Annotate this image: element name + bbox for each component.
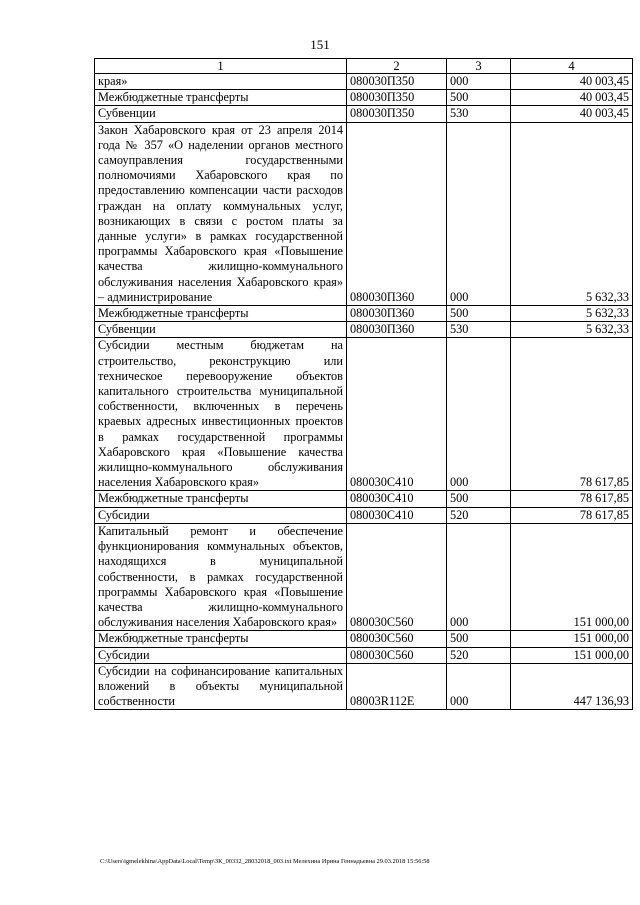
row-expense-type: 000 [447,523,511,630]
row-sum: 5 632,33 [511,322,633,338]
row-code: 080030П360 [347,322,447,338]
row-description: края» [95,74,347,90]
row-code: 08003R112E [347,663,447,710]
row-description: Субсидии на софинансирование капитальных вложений в объекты муниципальной собственности [95,663,347,710]
header-col-3: 3 [447,59,511,74]
row-code: 080030П350 [347,106,447,122]
row-code: 080030С410 [347,338,447,491]
row-code: 080030С560 [347,647,447,663]
table-row [95,631,633,647]
row-description: Межбюджетные трансферты [95,306,347,322]
row-sum: 151 000,00 [511,647,633,663]
row-expense-type: 530 [447,322,511,338]
row-description: Субсидии [95,647,347,663]
row-description: Субсидии местным бюджетам на строительство, реконструкцию или техническое перевооружение объектов капитального строительства муниципальной собственности, включенных в перечень краевых адресных инвестиционных проектов в рамках государственной программы Хабаровского края «Повышение качества жилищно-коммунального обслуживания населения Хабаровского края» [95,338,347,491]
table-row [95,523,633,630]
row-description: Субсидии [95,507,347,523]
table-row [95,74,633,90]
row-expense-type: 000 [447,74,511,90]
table-body [95,74,633,710]
row-code: 080030С410 [347,507,447,523]
row-sum: 78 617,85 [511,338,633,491]
table-row [95,90,633,106]
row-expense-type: 520 [447,647,511,663]
row-description: Субвенции [95,322,347,338]
budget-table [94,58,633,710]
row-description: Субвенции [95,106,347,122]
row-sum: 5 632,33 [511,306,633,322]
row-sum: 5 632,33 [511,122,633,305]
row-sum: 78 617,85 [511,507,633,523]
row-code: 080030П360 [347,122,447,305]
table-row [95,663,633,710]
table-header-row [95,59,633,74]
table-row [95,122,633,305]
header-col-4: 4 [511,59,633,74]
row-sum: 40 003,45 [511,106,633,122]
row-expense-type: 500 [447,491,511,507]
row-expense-type: 520 [447,507,511,523]
row-sum: 40 003,45 [511,90,633,106]
row-expense-type: 000 [447,338,511,491]
row-sum: 78 617,85 [511,491,633,507]
table-row [95,322,633,338]
row-sum: 40 003,45 [511,74,633,90]
row-expense-type: 500 [447,306,511,322]
footer-file-path: C:\Users\igmelekhina\AppData\Local\Temp\ЗК_00332_28032018_003.txt Мелехина Ирина Геннадьевна 29.03.2018 15:56:58 [100,858,430,865]
row-sum: 151 000,00 [511,523,633,630]
row-expense-type: 000 [447,663,511,710]
row-code: 080030С410 [347,491,447,507]
row-code: 080030С560 [347,631,447,647]
table-row [95,338,633,491]
row-code: 080030П350 [347,74,447,90]
page-number: 151 [310,37,330,52]
row-code: 080030П360 [347,306,447,322]
row-description: Межбюджетные трансферты [95,631,347,647]
row-description: Закон Хабаровского края от 23 апреля 2014 года № 357 «О наделении органов местного самоуправления государственными полномочиями Хабаровского края по предоставлению компенсации части расходов граждан на оплату коммунальных услуг, возникающих в связи с ростом платы за данные услуги» в рамках государственной программы Хабаровского края «Повышение качества жилищно-коммунального обслуживания населения Хабаровского края» – администрирование [95,122,347,305]
row-description: Капитальный ремонт и обеспечение функционирования коммунальных объектов, находящихся в муниципальной собственности, в рамках государственной программы Хабаровского края «Повышение качества жилищно-коммунального обслуживания населения Хабаровского края» [95,523,347,630]
table-row [95,647,633,663]
header-col-1: 1 [95,59,347,74]
row-expense-type: 500 [447,631,511,647]
table-row [95,491,633,507]
header-col-2: 2 [347,59,447,74]
row-expense-type: 000 [447,122,511,305]
table-row [95,106,633,122]
row-code: 080030С560 [347,523,447,630]
row-description: Межбюджетные трансферты [95,90,347,106]
row-expense-type: 500 [447,90,511,106]
table-row [95,306,633,322]
row-expense-type: 530 [447,106,511,122]
row-sum: 447 136,93 [511,663,633,710]
row-code: 080030П350 [347,90,447,106]
row-sum: 151 000,00 [511,631,633,647]
table-row [95,507,633,523]
row-description: Межбюджетные трансферты [95,491,347,507]
